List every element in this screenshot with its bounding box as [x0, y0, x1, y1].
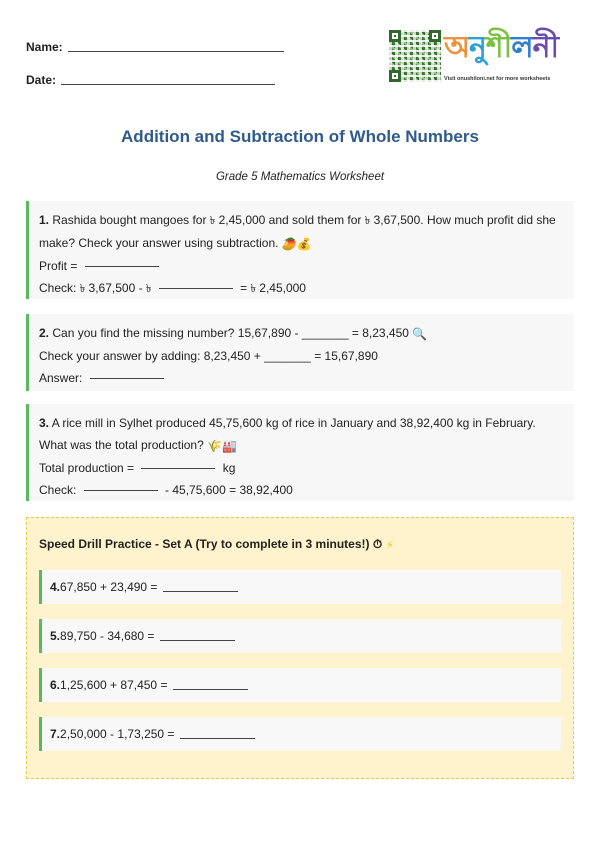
drill-expression: 2,50,000 - 1,73,250 =: [60, 727, 175, 741]
question-2: [26, 314, 574, 391]
drill-item: [39, 668, 561, 702]
name-blank[interactable]: [68, 51, 284, 52]
check-answer-blank[interactable]: [84, 490, 158, 491]
drill-answer-blank[interactable]: [163, 591, 238, 592]
drill-answer-blank[interactable]: [180, 738, 255, 739]
taka-icon: ৳: [364, 214, 371, 227]
question-number: 3.: [39, 416, 50, 430]
page-subtitle: Grade 5 Mathematics Worksheet: [215, 171, 385, 183]
taka-icon: ৳: [145, 281, 152, 295]
question-number: 2.: [39, 326, 50, 340]
speed-drill-section: [26, 517, 574, 779]
drill-item: [39, 570, 561, 604]
drill-item: [39, 619, 561, 653]
logo-tagline: Visit onushiloni.net for more worksheets: [444, 76, 551, 82]
taka-icon: ৳: [209, 214, 216, 227]
profit-answer-blank[interactable]: [85, 266, 159, 267]
check-answer-blank[interactable]: [159, 288, 233, 289]
name-label: Name:: [26, 40, 63, 54]
answer-label: Answer:: [39, 370, 83, 385]
check-result: 2,45,000: [259, 280, 306, 295]
question-text: . How much profit did she make? Check your answer using subtraction.: [39, 213, 556, 250]
drill-item: [39, 717, 561, 751]
drill-answer-blank[interactable]: [160, 640, 235, 641]
money-bag-icon: 💰: [296, 236, 312, 251]
question-3-text: [39, 412, 564, 457]
qr-finder-icon: [389, 30, 401, 42]
date-label: Date:: [26, 73, 57, 87]
qr-finder-icon: [389, 70, 401, 82]
page-title: Addition and Subtraction of Whole Numbers: [121, 127, 479, 146]
question-text: A rice mill in Sylhet produced 45,75,600 kg of rice in January and 38,92,400 kg in February. What was the total production?: [39, 416, 536, 452]
check-right: - 45,75,600 = 38,92,400: [165, 482, 293, 497]
lightning-icon: ⚡: [385, 537, 395, 552]
check-label: Check:: [39, 482, 77, 497]
check-label: Check:: [39, 280, 77, 295]
profit-line: [39, 255, 564, 277]
check-line: [39, 277, 564, 300]
drill-number: 7.: [50, 727, 61, 741]
speed-drill-title-text: Speed Drill Practice - Set A (Try to complete in 3 minutes!): [39, 537, 370, 551]
total-line: [39, 457, 564, 479]
question-1-text: [39, 209, 564, 255]
magnifier-icon: 🔍: [412, 326, 428, 341]
question-3: [26, 404, 574, 501]
onushiloni-logo: [444, 26, 574, 86]
mango-icon: 🥭: [281, 236, 297, 251]
unit-label: kg: [222, 460, 236, 475]
worksheet-header: [0, 0, 600, 110]
amount: 2,45,000: [218, 213, 266, 227]
question-text: Can you find the missing number? 15,67,890 - _______ = 8,23,450: [49, 326, 409, 340]
logo-letter: নী: [532, 30, 559, 65]
question-1: [26, 201, 574, 299]
taka-icon: ৳: [79, 281, 86, 295]
stopwatch-icon: ⏱: [372, 537, 383, 552]
drill-answer-blank[interactable]: [173, 689, 248, 690]
check-line: Check your answer by adding: 8,23,450 + _______ = 15,67,890: [39, 348, 378, 363]
rice-icon: 🌾: [207, 438, 223, 453]
logo-wordmark: [444, 26, 558, 74]
qr-finder-icon: [429, 30, 441, 42]
name-field[interactable]: [26, 40, 284, 54]
profit-label: Profit =: [39, 258, 78, 273]
drill-expression: 89,750 - 34,680 =: [60, 629, 155, 643]
check-line: [39, 479, 564, 501]
drill-expression: 67,850 + 23,490 =: [60, 580, 158, 594]
logo-letter: ল: [511, 30, 533, 65]
logo-letter: শী: [485, 30, 512, 65]
amount: 3,67,500: [373, 213, 421, 227]
check-right: =: [240, 280, 251, 295]
total-answer-blank[interactable]: [141, 468, 215, 469]
question-text: Rashida bought mangoes for: [49, 213, 210, 227]
drill-expression: 1,25,600 + 87,450 =: [60, 678, 168, 692]
answer-blank[interactable]: [90, 378, 164, 379]
logo-letter: নু: [468, 30, 486, 65]
total-label: Total production =: [39, 460, 135, 475]
date-field[interactable]: [26, 73, 275, 87]
qr-code-icon: [389, 30, 441, 82]
speed-drill-title: [39, 537, 394, 552]
drill-number: 6.: [50, 678, 61, 692]
drill-number: 4.: [50, 580, 61, 594]
date-blank[interactable]: [61, 84, 275, 85]
answer-line: [39, 367, 564, 389]
question-text: and sold them for: [265, 213, 365, 227]
drill-number: 5.: [50, 629, 61, 643]
taka-icon: ৳: [250, 281, 256, 295]
question-number: 1.: [39, 213, 50, 227]
factory-icon: 🏭: [222, 438, 238, 453]
check-left: 3,67,500 -: [88, 280, 143, 295]
question-2-text: [39, 322, 564, 345]
logo-letter: অ: [444, 30, 469, 65]
